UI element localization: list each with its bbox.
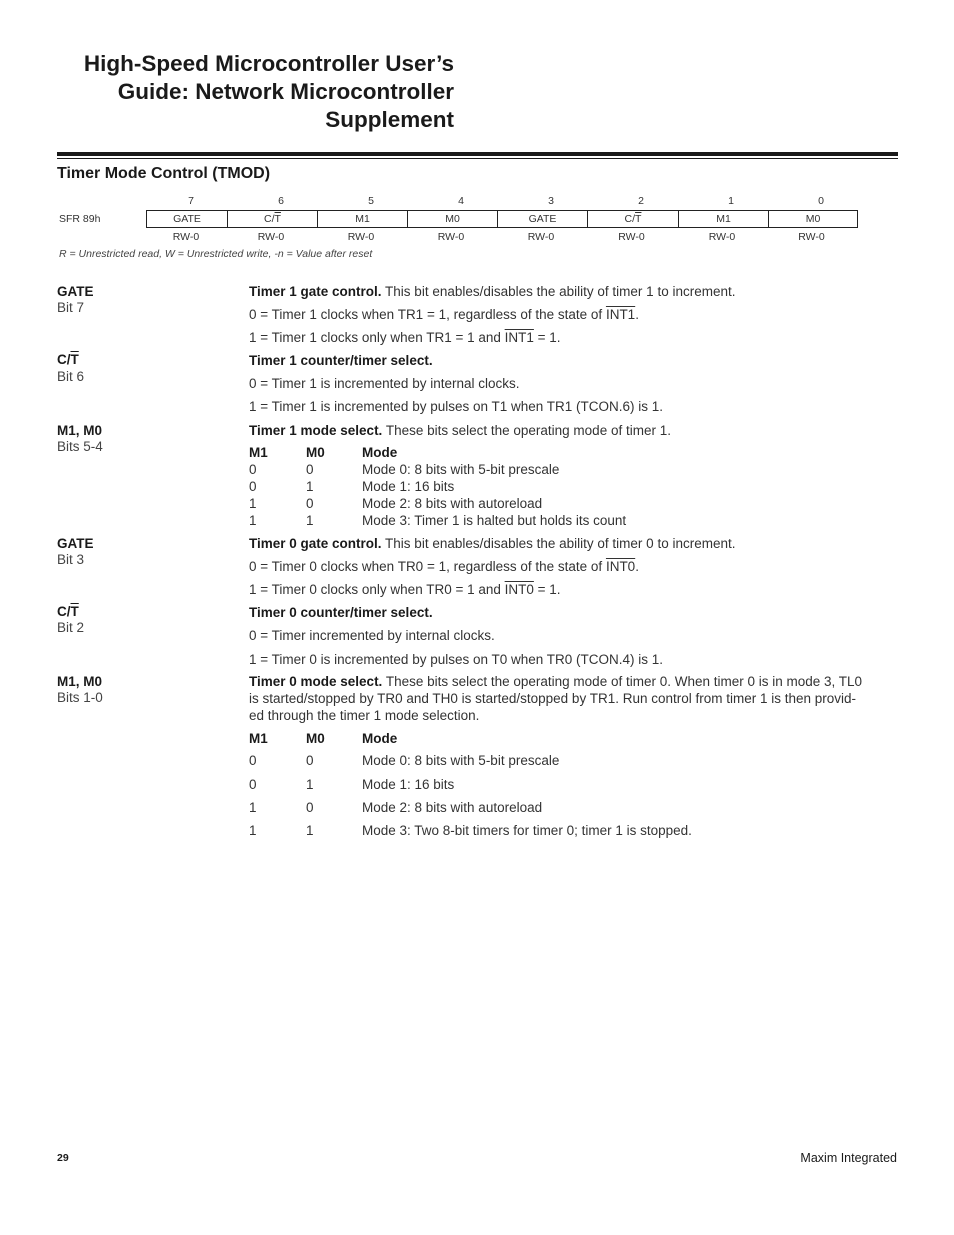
field-bits-gate1: Bit 7 [57, 300, 85, 315]
gate0-option-1 [249, 581, 897, 598]
title-line: Guide: Network Microcontroller [117, 79, 454, 104]
col-mode: Mode [362, 731, 398, 746]
desc-bold: Timer 0 gate control. [249, 536, 382, 551]
header-rule-thin [57, 158, 898, 159]
cell-m0: 1 [306, 777, 314, 792]
desc-text: These bits select the operating mode of timer 1. [382, 423, 671, 438]
title-line: High-Speed Microcontroller User’s [83, 51, 454, 76]
col-m1: M1 [249, 731, 268, 746]
reset-value: RW-0 [437, 231, 465, 243]
field-description-mode0 [249, 673, 897, 724]
name-overline: $\overline{T}$ [70, 604, 79, 619]
cell-m0: 1 [306, 479, 314, 494]
reset-value: RW-0 [257, 231, 285, 243]
header-rule [57, 152, 898, 156]
bit-number: 5 [368, 195, 374, 207]
bit-number: 3 [548, 195, 554, 207]
mode-table-row [249, 478, 849, 495]
desc-text: These bits select the operating mode of timer 0. When timer 0 is in mode 3, TL0 [382, 674, 863, 689]
cell-m1: 1 [249, 513, 257, 528]
col-mode: Mode [362, 445, 398, 460]
section-title: Timer Mode Control (TMOD) [57, 165, 271, 182]
page-number: 29 [57, 1152, 69, 1164]
bit-field-overline: $\overline{T}$ [635, 213, 642, 225]
cell-m1: 0 [249, 479, 257, 494]
name-text: C/ [57, 352, 71, 367]
mode-table-row [249, 799, 849, 816]
col-m0: M0 [306, 445, 325, 460]
footer-brand: Maxim Integrated [800, 1151, 897, 1165]
gate1-option-1 [249, 329, 897, 346]
bit-field-overline: $\overline{T}$ [274, 213, 281, 225]
gate0-option-0 [249, 558, 897, 575]
bit-field-name: C/ [264, 213, 275, 225]
cell-mode: Mode 0: 8 bits with 5-bit prescale [362, 753, 560, 768]
option-text: = 1. [533, 330, 561, 345]
register-bit-fields [146, 210, 858, 228]
reset-value: RW-0 [527, 231, 555, 243]
desc-text: This bit enables/disables the ability of timer 0 to increment. [381, 536, 736, 551]
reset-value: RW-0 [172, 231, 200, 243]
desc-text: This bit enables/disables the ability of timer 1 to increment. [381, 284, 736, 299]
ct0-option-0: 0 = Timer incremented by internal clocks. [249, 628, 495, 643]
gate1-option-0 [249, 306, 897, 323]
reset-value: RW-0 [798, 231, 825, 243]
cell-mode: Mode 3: Timer 1 is halted but holds its count [362, 513, 627, 528]
field-description-gate1 [249, 283, 897, 300]
cell-m1: 1 [249, 823, 257, 838]
reset-value: RW-0 [347, 231, 375, 243]
bit-number: 1 [728, 195, 734, 207]
field-bits-ct1: Bit 6 [57, 369, 85, 384]
option-text: 1 = Timer 1 clocks only when TR1 = 1 and [249, 330, 505, 345]
option-text: . [635, 307, 639, 322]
cell-mode: Mode 0: 8 bits with 5-bit prescale [362, 462, 560, 477]
ct1-option-0: 0 = Timer 1 is incremented by internal clocks. [249, 376, 520, 391]
field-name-ct1 [57, 351, 79, 368]
bit-field-cell [407, 211, 497, 227]
field-description-gate0 [249, 535, 897, 552]
desc-bold: Timer 1 gate control. [249, 284, 382, 299]
cell-mode: Mode 1: 16 bits [362, 777, 455, 792]
cell-m1: 0 [249, 753, 257, 768]
bit-number: 6 [278, 195, 284, 207]
option-text: 0 = Timer 1 clocks when TR1 = 1, regardless of the state of [249, 307, 606, 322]
bit-number: 2 [638, 195, 644, 207]
cell-m0: 0 [306, 800, 314, 815]
mode-table-row [249, 461, 849, 478]
desc-line: ed through the timer 1 mode selection. [249, 708, 480, 723]
signal-int1: INT1 [504, 330, 534, 345]
bit-field-cell [227, 211, 317, 227]
signal-int0: INT0 [504, 582, 534, 597]
field-name-gate1: GATE [57, 284, 94, 299]
desc-bold: Timer 1 mode select. [249, 423, 383, 438]
reset-value: RW-0 [618, 231, 645, 243]
cell-mode: Mode 3: Two 8-bit timers for timer 0; timer 1 is stopped. [362, 823, 692, 838]
field-bits-mode0: Bits 1-0 [57, 690, 103, 705]
cell-m0: 1 [306, 513, 314, 528]
cell-m1: 1 [249, 800, 257, 815]
desc-bold: Timer 1 counter/timer select. [249, 353, 433, 368]
bit-field-cell [317, 211, 407, 227]
name-text: C/ [57, 604, 71, 619]
field-description-ct1 [249, 352, 897, 369]
ct1-option-1: 1 = Timer 1 is incremented by pulses on T1 when TR1 (TCON.6) is 1. [249, 399, 664, 414]
col-m1: M1 [249, 445, 268, 460]
cell-m1: 1 [249, 496, 257, 511]
document-title [60, 50, 454, 134]
bit-number: 0 [818, 195, 824, 207]
mode-table-header [249, 444, 849, 461]
register-legend: R = Unrestricted read, W = Unrestricted write, -n = Value after reset [59, 248, 373, 260]
desc-bold: Timer 0 counter/timer select. [249, 605, 433, 620]
bit-field-cell [497, 211, 587, 227]
option-text: = 1. [533, 582, 561, 597]
desc-line [249, 673, 897, 690]
cell-m0: 1 [306, 823, 314, 838]
bit-field-name: M0 [445, 213, 460, 225]
bit-field-name: C/ [624, 213, 636, 225]
cell-m1: 0 [249, 462, 257, 477]
signal-int0: INT0 [605, 559, 636, 574]
bit-field-cell [768, 211, 857, 227]
cell-m0: 0 [306, 462, 314, 477]
bit-field-cell [587, 211, 678, 227]
option-text: . [635, 559, 639, 574]
cell-mode: Mode 2: 8 bits with autoreload [362, 496, 543, 511]
col-m0: M0 [306, 731, 325, 746]
field-name-mode1: M1, M0 [57, 423, 103, 438]
field-bits-gate0: Bit 3 [57, 552, 85, 567]
cell-mode: Mode 1: 16 bits [362, 479, 455, 494]
mode-table-row [249, 495, 849, 512]
mode-table-row [249, 512, 849, 529]
register-reset-values [146, 230, 858, 244]
option-text: 0 = Timer 0 clocks when TR0 = 1, regardless of the state of [249, 559, 606, 574]
register-bit-numbers [146, 194, 858, 208]
ct0-option-1: 1 = Timer 0 is incremented by pulses on T0 when TR0 (TCON.4) is 1. [249, 652, 664, 667]
bit-field-name: M0 [805, 213, 821, 225]
field-name-gate0: GATE [57, 536, 94, 551]
reset-value: RW-0 [708, 231, 736, 243]
bit-field-cell [147, 211, 227, 227]
field-description-ct0 [249, 604, 897, 621]
cell-m1: 0 [249, 777, 257, 792]
mode-table-row [249, 822, 849, 839]
desc-line: is started/stopped by TR0 and TH0 is started/stopped by TR1. Run control from timer 1 is then provid- [249, 691, 857, 706]
cell-m0: 0 [306, 753, 314, 768]
bit-field-name: M1 [716, 213, 731, 225]
field-bits-mode1: Bits 5-4 [57, 439, 103, 454]
field-bits-ct0: Bit 2 [57, 620, 85, 635]
bit-field-name: M1 [355, 213, 370, 225]
bit-number: 4 [458, 195, 464, 207]
cell-m0: 0 [306, 496, 314, 511]
desc-bold: Timer 0 mode select. [249, 674, 383, 689]
name-overline: $\overline{T}$ [70, 352, 79, 367]
mode-table-header [249, 730, 849, 747]
field-description-mode1 [249, 422, 897, 439]
bit-number: 7 [188, 195, 194, 207]
bit-field-name: GATE [528, 213, 557, 225]
signal-int1: INT1 [605, 307, 636, 322]
sfr-address-label: SFR 89h [59, 213, 101, 225]
title-line: Supplement [325, 107, 454, 132]
cell-mode: Mode 2: 8 bits with autoreload [362, 800, 543, 815]
mode-table-row [249, 752, 849, 769]
mode-table-row [249, 776, 849, 793]
bit-field-name: GATE [173, 213, 201, 225]
field-name-ct0 [57, 603, 79, 620]
bit-field-cell [678, 211, 768, 227]
field-name-mode0: M1, M0 [57, 674, 103, 689]
option-text: 1 = Timer 0 clocks only when TR0 = 1 and [249, 582, 505, 597]
